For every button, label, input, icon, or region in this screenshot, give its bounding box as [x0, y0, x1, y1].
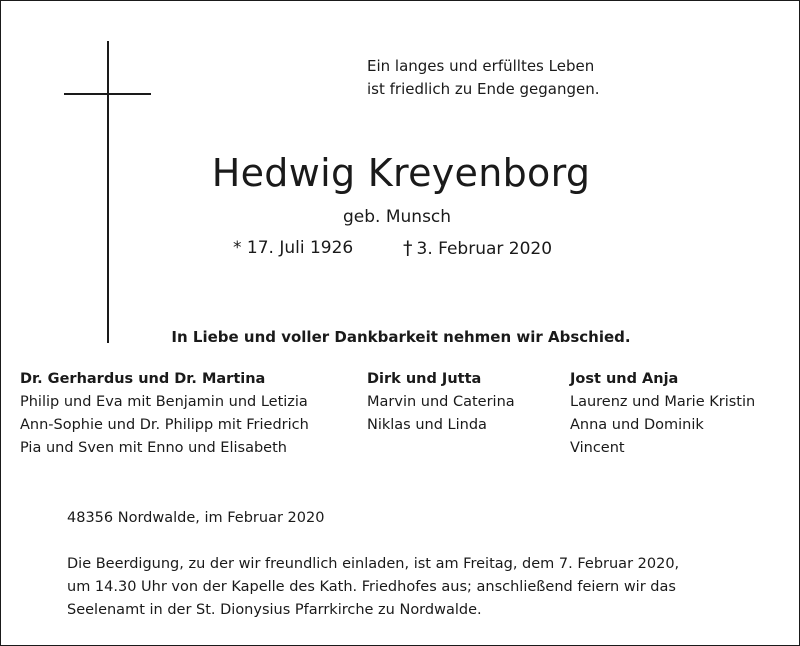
mourner-member: Ann-Sophie und Dr. Philipp mit Friedrich	[20, 417, 309, 433]
funeral-line: um 14.30 Uhr von der Kapelle des Kath. Friedhofes aus; anschließend feiern wir das	[67, 579, 676, 595]
death-date: 3. Februar 2020	[416, 239, 553, 259]
death-date-group	[403, 235, 552, 262]
dagger-icon: †	[403, 237, 413, 259]
deceased-name: Hedwig Kreyenborg	[211, 151, 591, 195]
birth-date: * 17. Juli 1926	[233, 238, 354, 258]
mourner-group-title: Dr. Gerhardus und Dr. Martina	[20, 371, 266, 387]
mourner-group-title: Jost und Anja	[570, 371, 679, 387]
mourner-member: Anna und Dominik	[570, 417, 704, 433]
mourner-group	[570, 368, 755, 460]
funeral-line: Die Beerdigung, zu der wir freundlich einladen, ist am Freitag, dem 7. Februar 2020,	[67, 556, 680, 572]
mourner-member: Vincent	[570, 440, 625, 456]
mourner-member: Marvin und Caterina	[367, 394, 515, 410]
mourners-list	[1, 368, 800, 468]
cross-horizontal-bar	[64, 93, 151, 95]
mourner-member: Philip und Eva mit Benjamin und Letizia	[20, 394, 308, 410]
mourner-group	[367, 368, 515, 437]
place-date: 48356 Nordwalde, im Februar 2020	[67, 510, 325, 526]
quote	[367, 55, 600, 101]
mourner-member: Niklas und Linda	[367, 417, 487, 433]
farewell-statement: In Liebe und voller Dankbarkeit nehmen wir Abschied.	[171, 328, 631, 346]
funeral-line: Seelenamt in der St. Dionysius Pfarrkirche zu Nordwalde.	[67, 602, 482, 618]
quote-line: Ein langes und erfülltes Leben	[367, 57, 595, 75]
life-dates	[1, 235, 800, 261]
quote-line: ist friedlich zu Ende gegangen.	[367, 80, 600, 98]
mourner-group	[20, 368, 309, 460]
maiden-name: geb. Munsch	[343, 207, 452, 227]
mourner-group-title: Dirk und Jutta	[367, 371, 482, 387]
mourner-member: Pia und Sven mit Enno und Elisabeth	[20, 440, 287, 456]
mourner-member: Laurenz und Marie Kristin	[570, 394, 756, 410]
funeral-details	[67, 553, 679, 622]
